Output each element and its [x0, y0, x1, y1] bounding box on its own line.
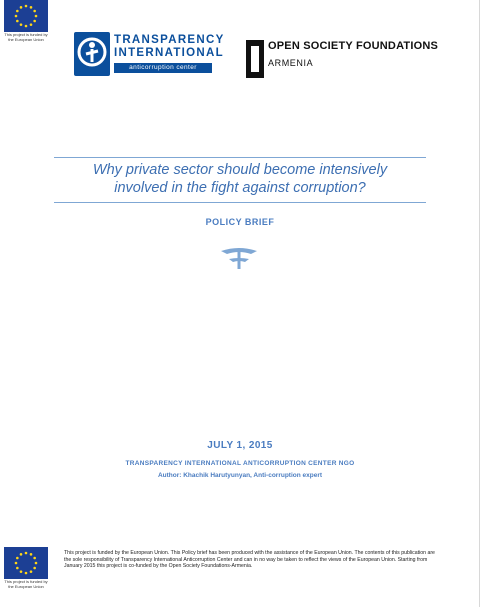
eu-star: [25, 5, 28, 8]
eu-flag-icon: [4, 0, 48, 32]
eu-star: [33, 20, 36, 23]
eu-star: [16, 567, 19, 570]
eu-star: [25, 572, 28, 575]
eu-star: [25, 25, 28, 28]
eu-star: [20, 553, 23, 556]
eu-star: [15, 562, 18, 565]
title-line1: Why private sector should become intensively: [92, 162, 388, 178]
eu-star: [20, 6, 23, 9]
eu-star: [33, 10, 36, 13]
ti-logo: [74, 30, 225, 78]
osf-country: ARMENIA: [268, 58, 314, 68]
ti-subtitle: anticorruption center: [114, 63, 212, 73]
eu-star: [30, 553, 33, 556]
eu-flag-top: [0, 0, 52, 42]
osf-name: OPEN SOCIETY FOUNDATIONS: [268, 40, 439, 52]
eu-caption: This project is funded by the European Union: [4, 32, 48, 42]
ti-logo-icon: [74, 32, 110, 76]
eu-star: [33, 557, 36, 560]
document-title: [54, 161, 426, 197]
funding-disclaimer: This project is funded by the European Union. This Policy brief has been produced with the assistance of the European Union. The contents of this publication are the sole responsibility of Transparency International Anticorruption Center and can in no way be taken to reflect the views of the European Union. Starting from January 2015 this project is co-funded by the Open Society Foundations-Armenia.: [64, 550, 435, 570]
ti-name-line2: INTERNATIONAL: [114, 47, 224, 59]
ti-name: [114, 34, 225, 60]
title-rule-top: [54, 157, 426, 158]
eu-star: [25, 552, 28, 555]
eu-star: [30, 23, 33, 26]
eu-flag-bottom: [0, 547, 52, 589]
bird-ornament-icon: [219, 245, 259, 273]
eu-flag-icon: [4, 547, 48, 579]
eu-star: [30, 570, 33, 573]
eu-star: [16, 20, 19, 23]
eu-star: [33, 567, 36, 570]
eu-star: [16, 557, 19, 560]
author: Author: Khachik Harutyunyan, Anti-corruption expert: [157, 472, 323, 479]
eu-star: [35, 15, 38, 18]
document-type: POLICY BRIEF: [205, 217, 275, 227]
publication-date: JULY 1, 2015: [207, 440, 273, 451]
osf-logo: [246, 38, 439, 78]
eu-star: [30, 6, 33, 9]
title-line2: involved in the fight against corruption?: [114, 180, 366, 196]
eu-star: [20, 23, 23, 26]
organization: TRANSPARENCY INTERNATIONAL ANTICORRUPTION CENTER NGO: [125, 460, 355, 467]
eu-star: [15, 15, 18, 18]
eu-star: [20, 570, 23, 573]
eu-star: [35, 562, 38, 565]
ti-name-line1: TRANSPARENCY: [114, 34, 225, 46]
title-rule-bottom: [54, 202, 426, 203]
eu-caption: This project is funded by the European Union: [4, 579, 48, 589]
eu-star: [16, 10, 19, 13]
osf-logo-icon: [246, 40, 264, 78]
